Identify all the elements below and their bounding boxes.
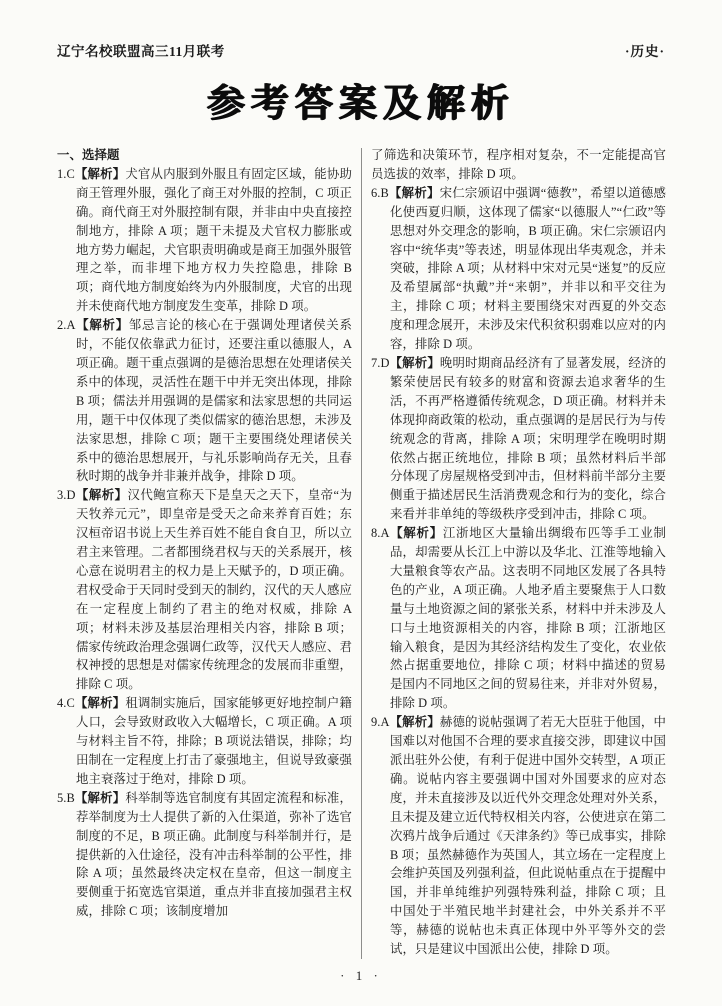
answer-number: 3.D	[57, 488, 76, 503]
answer-item	[57, 165, 352, 316]
answer-number: 2.A	[57, 318, 76, 333]
answer-number: 7.D	[371, 355, 390, 370]
answer-item	[371, 184, 666, 354]
answer-number: 8.A	[371, 526, 390, 541]
right-column	[371, 146, 666, 959]
header-subject: ·历史·	[624, 44, 665, 59]
analysis-marker: 【解析】	[75, 318, 129, 333]
answer-number: 5.B	[57, 790, 75, 805]
answer-item	[371, 713, 666, 959]
answer-item	[57, 486, 352, 694]
two-column-body	[57, 146, 667, 959]
answer-item	[371, 354, 666, 524]
answer-number: 6.B	[371, 185, 389, 200]
analysis-marker: 【解析】	[389, 355, 440, 370]
answer-item	[371, 524, 666, 713]
answer-number: 4.C	[57, 696, 75, 711]
analysis-marker: 【解析】	[74, 166, 126, 181]
analysis-text: 江浙地区大量输出绸缎布匹等手工业制品，却需要从长江上中游以及华北、江淮等地输入大量粮食等农产品。这表明不同地区发展了各具特色的产业，A 项正确。人地矛盾主要聚焦于人口数量与土地资源之间的紧张关系，材料中并未涉及人口与土地资源相关的内容，排除 B 项；江浙地区输入粮食，是因为其经济结构发生了变化，农业依然占据重要地位，排除 C 项；材料中描述的贸易是国内不同地区之间的贸易往来，并非对外贸易，排除 D 项。	[390, 526, 667, 711]
analysis-marker: 【解析】	[389, 526, 443, 541]
left-column	[57, 146, 352, 959]
analysis-text: 邹忌言论的核心在于强调处理诸侯关系时，不能仅依靠武力征讨，还要注重以德服人，A 项正确。题干重点强调的是德治思想在处理诸侯关系中的体现，灵活性在题干中并无突出体现，排除 B 项；儒法并用强调的是儒家和法家思想的共同运用，题干中仅体现了类似儒家的德治思想，未涉及法家思想，排除 C 项；题干主要围绕处理诸侯关系中的德治思想展开，与礼乐影响尚存无关，且春秋时期的战争并非兼并战争，排除 D 项。	[76, 318, 353, 484]
header-exam-title: 辽宁名校联盟高三11月联考	[57, 44, 225, 59]
analysis-text: 犬官从内服到外服且有固定区域，能协助商王管理外服，强化了商王对外服的控制，C 项正确。商代商王对外服控制有限，并非由中央直接控制地方，排除 A 项；题干未提及犬官权力膨胀或地方势力崛起，犬官职责明确或是商王加强外服管理之举，而非埋下地方权力失控隐患，排除 B 项；商代地方制度始终为内外服制度，犬官的出现并未使商代地方制度发生变革，排除 D 项。	[76, 166, 352, 314]
section-heading: 一、选择题	[57, 148, 120, 162]
answer-continuation: 了筛选和决策环节，程序相对复杂，不一定能提高官员选拔的效率，排除 D 项。	[371, 148, 666, 181]
analysis-text: 赫德的说帖强调了若无大臣驻于他国，中国难以对他国不合理的要求直接交涉，即建议中国派出驻外公使，有利于促进中国外交转型，A 项正确。说帖内容主要强调中国对外国要求的应对态度，并未直接涉及以近代外交理念处理对外关系，且未提及建立近代特权相关内容，公使进京在第二次鸦片战争后通过《天津条约》等已成事实，排除 B 项；虽然赫德作为英国人，其立场在一定程度上会维护英国及列强利益，但此说帖重点在于提醒中国，并非单纯维护列强特殊利益，排除 C 项；且中国处于半殖民地半封建社会，中外关系并不平等，赫德的说帖也未真正体现中外平等外交的尝试，只是建议中国派出公使，排除 D 项。	[390, 715, 666, 957]
analysis-text: 汉代鲍宣称天下是皇天之天下，皇帝“为天牧养元元”，即皇帝是受天之命来养育百姓；东汉桓帝诏书说上天生养百姓不能自食自卫，所以立君主来管理。二者都围绕君权与天的关系展开，核心意在说明君主的权力是上天赋予的，D 项正确。君权受命于天同时受到天的制约，汉代的天人感应在一定程度上制约了君主的绝对权威，排除 A 项；材料未涉及基层治理相关内容，排除 B 项；儒家传统政治理念强调仁政等，汉代天人感应、君权神授的思想是对儒家传统理念的发展而非重塑，排除 C 项。	[76, 488, 352, 692]
analysis-text: 租调制实施后，国家能够更好地控制户籍人口，会导致财政收入大幅增长，C 项正确。A 项与材料主旨不符，排除；B 项说法错误，排除；均田制在一定程度上打击了豪强地主，但说导致豪强地主衰落过于绝对，排除 D 项。	[76, 696, 352, 786]
analysis-marker: 【解析】	[388, 185, 440, 200]
page-header	[57, 40, 665, 60]
column-divider	[361, 148, 362, 959]
analysis-marker: 【解析】	[74, 790, 126, 805]
page-title: 参考答案及解析	[206, 83, 515, 125]
analysis-text: 宋仁宗颁诏中强调“德教”，希望以道德感化使西夏归顺，这体现了儒家“以德服人”“仁政”等思想对外交理念的影响，B 项正确。宋仁宗颁诏内容中“统华夷”等表述，明显体现出华夷观念，并未突破，排除 A 项；从材料中宋对元昊“迷复”的反应及希望属部“执戴”并“来朝”，并非以和平交往为主，排除 C 项；材料主要围绕宋对西夏的外交态度和理念展开，未涉及宋代积贫积弱难以应对的内容，排除 D 项。	[390, 185, 667, 352]
answer-number: 9.A	[371, 715, 390, 730]
answer-item	[57, 694, 352, 789]
answer-item	[57, 789, 352, 921]
analysis-marker: 【解析】	[74, 696, 126, 711]
analysis-marker: 【解析】	[75, 488, 128, 503]
answer-item	[57, 316, 352, 486]
analysis-text: 科举制等选官制度有其固定流程和标准，荐举制度为士人提供了新的入仕渠道，弥补了选官制度的不足，B 项正确。此制度与科举制并行，是提供新的入仕途径，没有冲击科举制的公平性，排除 A 项；虽然最终决定权在皇帝，但这一制度主要侧重于拓宽选官渠道，重点并非直接加强君主权威，排除 C 项；该制度增加	[76, 790, 352, 919]
analysis-marker: 【解析】	[389, 715, 440, 730]
analysis-text: 晚明时期商品经济有了显著发展，经济的繁荣使居民有较多的财富和资源去追求奢华的生活，不再严格遵循传统观念，D 项正确。材料并未体现抑商政策的松动，重点强调的是居民行为与传统观念的背离，排除 A 项；宋明理学在晚明时期依然占据正统地位，排除 B 项；虽然材料后半部分体现了房屋规格受到冲击，但材料前半部分主要侧重于描述居民生活消费观念和行为的变化，综合来看并非单纯的等级秩序受到冲击，排除 C 项。	[390, 355, 666, 522]
answer-number: 1.C	[57, 166, 75, 181]
page-number: · 1 ·	[340, 968, 382, 983]
